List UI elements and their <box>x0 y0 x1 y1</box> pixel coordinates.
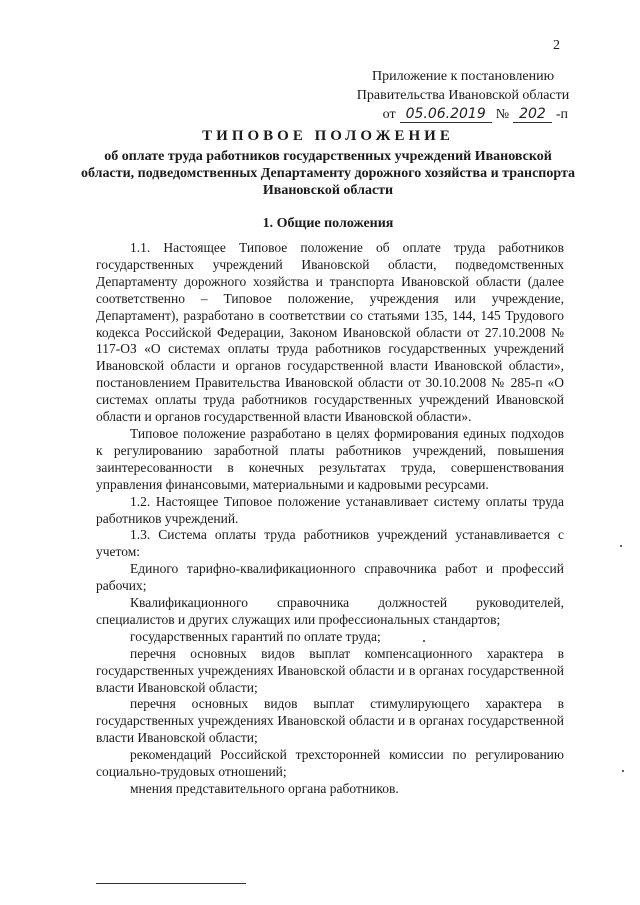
document-subtitle: об оплате труда работников государственных учреждений Ивановской области, подведомственных Департаменту дорожного хозяйства и транспорта Ивановской области <box>80 149 576 198</box>
paragraph: 1.3. Система оплаты труда работников учреждений устанавливается с учетом: <box>96 527 564 560</box>
paragraph: 1.2. Настоящее Типовое положение устанавливает систему оплаты труда работников учреждений. <box>96 493 564 526</box>
handwritten-date: 05.06.2019 <box>400 107 492 123</box>
scan-speck <box>423 640 425 642</box>
paragraph: Типовое положение разработано в целях формирования единых подходов к регулированию заработной платы работников учреждений, повышения заинтересованности в конечных результатах труда, совершенствования управления финансовыми, материальными и кадровыми ресурсами. <box>96 425 564 492</box>
list-item: перечня основных видов выплат компенсационного характера в государственных учреждениях Ивановской области и в органах государственной власти Ивановской области; <box>96 645 564 695</box>
list-item: государственных гарантий по оплате труда; <box>130 628 381 644</box>
from-label: от <box>382 107 396 122</box>
list-item: рекомендаций Российской трехсторонней комиссии по регулированию социально-трудовых отношений; <box>96 747 564 780</box>
number-suffix: -п <box>555 107 568 122</box>
title-block <box>80 128 576 199</box>
appendix-header <box>338 67 588 124</box>
paragraph: 1.1. Настоящее Типовое положение об оплате труда работников государственных учреждений Ивановской области, подведомственных Департаменту дорожного хозяйства и транспорта Ивановской области (далее соответственно – Типовое положение, учреждения или учреждение, Департамент), разработано в соответствии со статьями 135, 144, 145 Трудового кодекса Российской Федерации, Законом Ивановской области от 27.10.2008 № 117-ОЗ «О системах оплаты труда работников государственных учреждений Ивановской области и органов государственной власти Ивановской области», постановлением Правительства Ивановской области от 30.10.2008 № 285-п «О системах оплаты труда работников государственных учреждений Ивановской области и органов государственной власти Ивановской области». <box>96 240 564 425</box>
section-heading: 1. Общие положения <box>262 216 394 231</box>
list-item: мнения представительного органа работников. <box>130 781 399 796</box>
appendix-line-1: Приложение к постановлению <box>371 69 555 84</box>
list-item: Квалификационного справочника должностей руководителей, специалистов и других служащих или профессиональных стандартов; <box>96 595 564 627</box>
list-item: Единого тарифно-квалификационного справочника работ и профессий рабочих; <box>96 561 564 594</box>
appendix-line-2: Правительства Ивановской области <box>356 88 570 103</box>
number-label: № <box>495 107 510 122</box>
page-number: 2 <box>553 38 560 53</box>
appendix-date-line <box>338 105 568 124</box>
list-item: перечня основных видов выплат стимулирующего характера в государственных учреждениях Ивановской области и в органах государственной власти Ивановской области; <box>96 696 564 746</box>
scan-speck <box>622 770 624 772</box>
footnote-rule <box>96 883 246 884</box>
document-title: ТИПОВОЕ ПОЛОЖЕНИЕ <box>202 128 454 144</box>
body-text <box>96 240 564 798</box>
scan-speck <box>620 545 622 547</box>
handwritten-number: 202 <box>513 107 552 123</box>
